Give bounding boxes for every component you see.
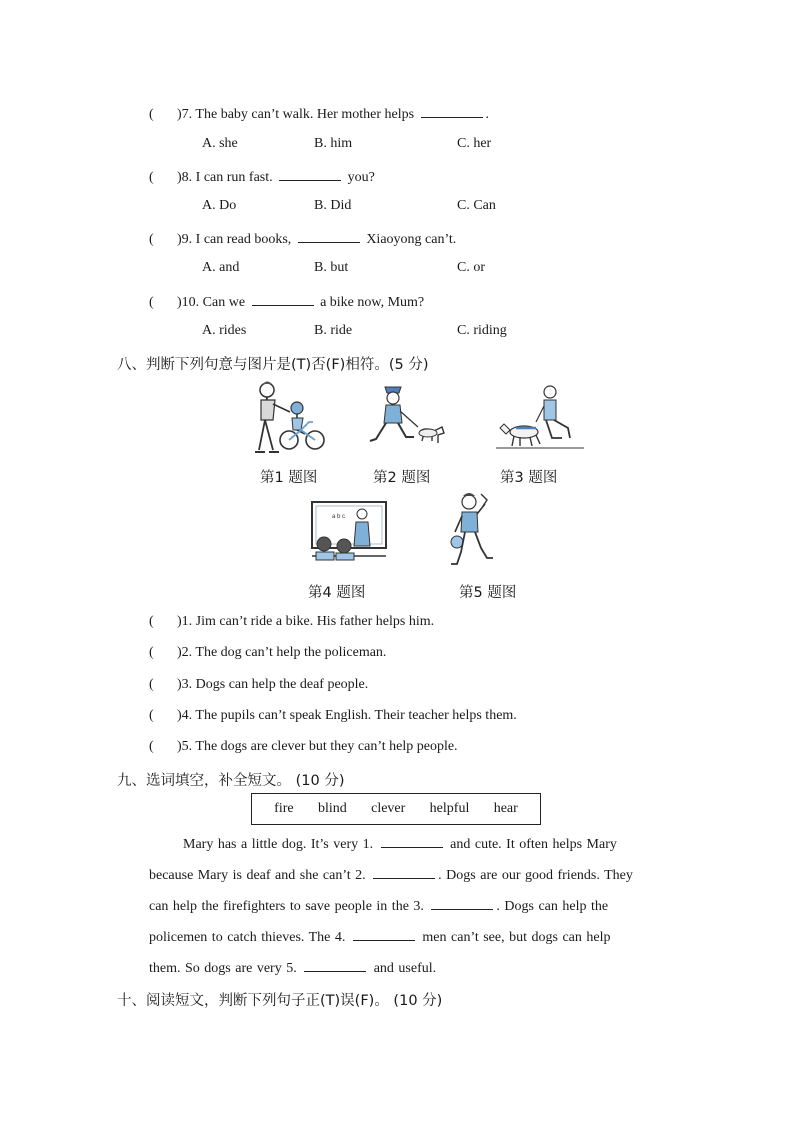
statement-3 xyxy=(149,677,368,693)
caption-3: 第3 题图 xyxy=(500,470,558,486)
caption-4: 第4 题图 xyxy=(308,585,366,601)
answer-paren[interactable]: ( xyxy=(149,739,154,754)
question-10 xyxy=(149,292,424,311)
question-text: The baby can’t walk. Her mother helps xyxy=(195,107,418,122)
blank-5[interactable] xyxy=(304,958,366,972)
answer-paren[interactable]: ( xyxy=(149,708,154,723)
passage-text: men can’t see, but dogs can help xyxy=(417,930,611,945)
passage-text: can help the firefighters to save people in the 3. xyxy=(149,899,429,914)
question-text: I can read books, xyxy=(195,232,295,247)
option-b: B. ride xyxy=(314,323,353,338)
blank-4[interactable] xyxy=(353,927,415,941)
statement-text: )3. Dogs can help the deaf people. xyxy=(177,677,369,692)
answer-blank[interactable] xyxy=(279,167,341,181)
question-9 xyxy=(149,229,456,248)
answer-paren[interactable]: ( xyxy=(149,232,154,247)
passage-text: and useful. xyxy=(369,961,437,976)
option-a: A. and xyxy=(202,260,240,275)
answer-paren[interactable]: ( xyxy=(149,614,154,629)
word-bank-item: hear xyxy=(493,801,518,816)
question-8 xyxy=(149,167,375,186)
board-text: a b c xyxy=(332,514,346,520)
option-a: A. rides xyxy=(202,323,247,338)
word-bank-item: blind xyxy=(317,801,347,816)
picture-3-guide-dog-illustration xyxy=(496,382,586,454)
answer-blank[interactable] xyxy=(252,292,314,306)
option-a: A. she xyxy=(202,136,238,151)
passage-text: . Dogs can help the xyxy=(496,899,609,914)
word-bank xyxy=(251,793,541,825)
word-bank-item: fire xyxy=(274,801,294,816)
blank-3[interactable] xyxy=(431,896,493,910)
word-bank-item: helpful xyxy=(429,801,470,816)
passage-line-1 xyxy=(183,834,617,853)
option-b: B. Did xyxy=(314,198,352,213)
caption-1: 第1 题图 xyxy=(260,470,318,486)
question-text: I can run fast. xyxy=(195,170,277,185)
word-bank-item: clever xyxy=(371,801,406,816)
picture-1-bike-illustration xyxy=(245,378,330,458)
answer-paren[interactable]: ( xyxy=(149,170,154,185)
caption-2: 第2 题图 xyxy=(373,470,431,486)
statement-4 xyxy=(149,708,517,724)
passage-line-5 xyxy=(149,958,436,977)
passage-text: policemen to catch thieves. The 4. xyxy=(149,930,350,945)
answer-blank[interactable] xyxy=(298,229,360,243)
question-number: )7. xyxy=(177,107,193,122)
passage-line-4 xyxy=(149,927,610,946)
statement-text: )5. The dogs are clever but they can’t help people. xyxy=(177,739,458,754)
section-9-heading: 九、选词填空，补全短文。 (10 分) xyxy=(117,773,345,789)
option-c: C. her xyxy=(457,136,492,151)
passage-line-3 xyxy=(149,896,608,915)
question-text-end: . xyxy=(485,107,490,122)
question-number: )8. xyxy=(177,170,193,185)
picture-4-classroom-illustration xyxy=(310,498,388,562)
passage-text: and cute. It often helps Mary xyxy=(445,837,617,852)
question-text-end: Xiaoyong can’t. xyxy=(362,232,457,247)
option-c: C. riding xyxy=(457,323,507,338)
question-text-end: you? xyxy=(344,170,375,185)
question-7 xyxy=(149,104,489,123)
statement-text: )4. The pupils can’t speak English. Their teacher helps them. xyxy=(177,708,517,723)
section-10-heading: 十、阅读短文，判断下列句子正(T)误(F)。 (10 分) xyxy=(117,993,443,1009)
passage-text: . Dogs are our good friends. They xyxy=(438,868,633,883)
passage-line-2 xyxy=(149,865,633,884)
option-c: C. or xyxy=(457,260,485,275)
answer-paren[interactable]: ( xyxy=(149,677,154,692)
picture-5-basketball-illustration xyxy=(447,492,502,572)
answer-paren[interactable]: ( xyxy=(149,107,154,122)
passage-text: them. So dogs are very 5. xyxy=(149,961,302,976)
answer-blank[interactable] xyxy=(421,104,483,118)
question-text-end: a bike now, Mum? xyxy=(316,295,425,310)
statement-1 xyxy=(149,614,434,630)
statement-5 xyxy=(149,739,458,755)
answer-paren[interactable]: ( xyxy=(149,645,154,660)
question-number: )9. xyxy=(177,232,193,247)
statement-text: )2. The dog can’t help the policeman. xyxy=(177,645,387,660)
option-c: C. Can xyxy=(457,198,496,213)
caption-5: 第5 题图 xyxy=(459,585,517,601)
blank-2[interactable] xyxy=(373,865,435,879)
option-a: A. Do xyxy=(202,198,237,213)
answer-paren[interactable]: ( xyxy=(149,295,154,310)
passage-text: because Mary is deaf and she can’t 2. xyxy=(149,868,371,883)
blank-1[interactable] xyxy=(381,834,443,848)
passage-text: Mary has a little dog. It’s very 1. xyxy=(183,837,378,852)
option-b: B. but xyxy=(314,260,349,275)
option-b: B. him xyxy=(314,136,353,151)
question-text: Can we xyxy=(202,295,249,310)
statement-text: )1. Jim can’t ride a bike. His father helps him. xyxy=(177,614,435,629)
picture-2-policeman-dog-illustration xyxy=(368,383,453,453)
statement-2 xyxy=(149,645,386,661)
section-8-heading: 八、判断下列句意与图片是(T)否(F)相符。(5 分) xyxy=(117,357,429,373)
question-number: )10. xyxy=(177,295,200,310)
